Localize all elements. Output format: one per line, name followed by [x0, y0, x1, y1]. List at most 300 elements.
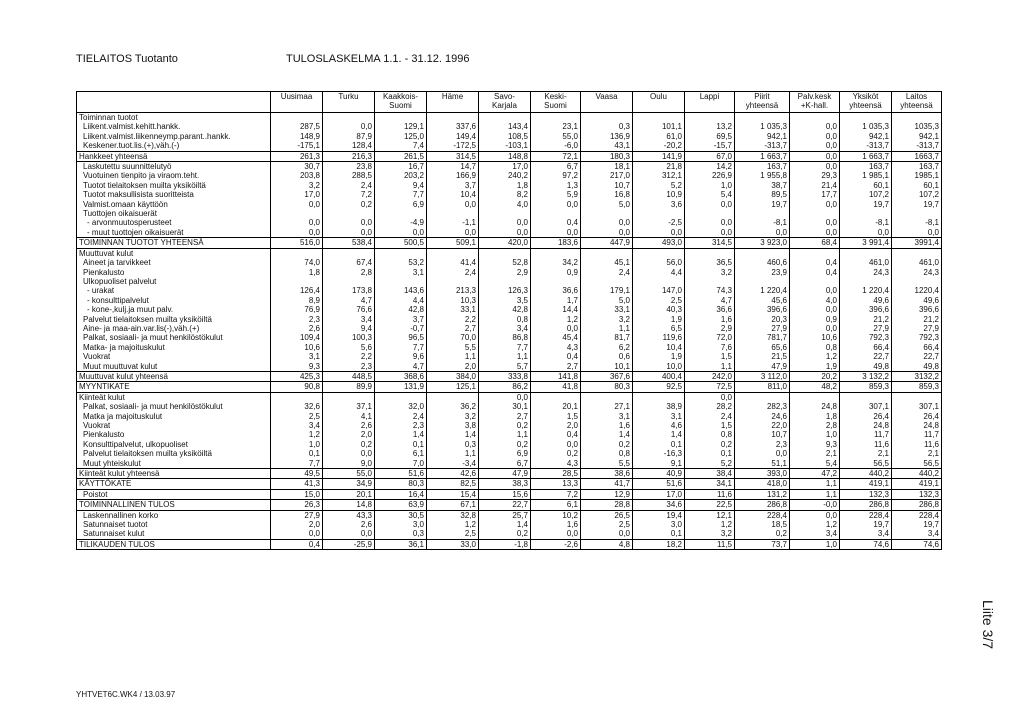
table-row — [77, 430, 942, 439]
cell-value: 287,5 — [271, 122, 323, 131]
row-label: Tuottojen oikaisuerät — [77, 209, 271, 218]
cell-value: 447,9 — [581, 238, 633, 248]
cell-value: -313,7 — [892, 141, 942, 151]
cell-value: 3991,4 — [892, 238, 942, 248]
cell-value: 2,4 — [427, 268, 479, 277]
cell-value: 126,4 — [271, 286, 323, 295]
row-label: TILIKAUDEN TULOS — [77, 539, 271, 549]
row-label: Satunnaiset tuotot — [77, 520, 271, 529]
cell-value: 22,0 — [735, 421, 790, 430]
cell-value: 65,6 — [735, 343, 790, 352]
cell-value: 0,2 — [479, 421, 531, 430]
cell-value: -8,1 — [840, 218, 892, 227]
cell-value: 3,0 — [633, 520, 685, 529]
cell-value: 3,4 — [790, 529, 840, 539]
cell-value: 2,3 — [271, 315, 323, 324]
cell-value: 28,2 — [685, 402, 735, 411]
table-row — [77, 296, 942, 305]
cell-value: 10,2 — [531, 510, 581, 520]
cell-value: 126,3 — [479, 286, 531, 295]
cell-value: 19,7 — [840, 200, 892, 209]
cell-value: 13,2 — [685, 122, 735, 131]
cell-value: 2,1 — [840, 449, 892, 458]
cell-value: 61,0 — [633, 132, 685, 141]
cell-value: 67,4 — [323, 258, 375, 267]
cell-value: 47,9 — [735, 362, 790, 372]
table-row — [77, 539, 942, 549]
cell-value — [581, 248, 633, 258]
table-row — [77, 382, 942, 392]
cell-value: 203,2 — [375, 171, 427, 180]
cell-value: 400,4 — [633, 371, 685, 381]
cell-value: 1 035,3 — [840, 122, 892, 131]
cell-value: 367,6 — [581, 371, 633, 381]
cell-value: 0,0 — [323, 122, 375, 131]
cell-value: 3,4 — [840, 529, 892, 539]
cell-value: 1,0 — [790, 539, 840, 549]
cell-value: 22,7 — [892, 352, 942, 361]
cell-value: 307,1 — [892, 402, 942, 411]
cell-value: 516,0 — [271, 238, 323, 248]
cell-value: 0,9 — [531, 268, 581, 277]
cell-value: 0,2 — [479, 529, 531, 539]
cell-value: 36,6 — [685, 305, 735, 314]
cell-value: 73,7 — [735, 539, 790, 549]
cell-value: 2,9 — [479, 268, 531, 277]
cell-value: 203,8 — [271, 171, 323, 180]
cell-value: 811,0 — [735, 382, 790, 392]
cell-value: 393,0 — [735, 469, 790, 479]
cell-value: 163,7 — [840, 162, 892, 172]
cell-value: 86,8 — [479, 333, 531, 342]
cell-value: 0,2 — [479, 440, 531, 449]
cell-value: 132,3 — [840, 489, 892, 499]
cell-value: 2,6 — [271, 324, 323, 333]
cell-value: 1 663,7 — [735, 151, 790, 161]
cell-value: 16,7 — [375, 162, 427, 172]
cell-value: 228,4 — [735, 510, 790, 520]
cell-value: 3,7 — [375, 315, 427, 324]
cell-value: 9,1 — [633, 459, 685, 469]
cell-value: 312,1 — [633, 171, 685, 180]
cell-value — [892, 113, 942, 123]
cell-value: 1,1 — [427, 449, 479, 458]
cell-value: 27,1 — [581, 402, 633, 411]
cell-value: 10,4 — [427, 190, 479, 199]
cell-value: 781,7 — [735, 333, 790, 342]
cell-value: 0,0 — [790, 132, 840, 141]
cell-value: 1,4 — [427, 430, 479, 439]
cell-value: 27,9 — [735, 324, 790, 333]
cell-value: -313,7 — [840, 141, 892, 151]
cell-value: 149,4 — [427, 132, 479, 141]
cell-value — [581, 209, 633, 218]
cell-value: 56,5 — [892, 459, 942, 469]
column-header: Vaasa — [581, 92, 633, 113]
cell-value: 2,7 — [427, 324, 479, 333]
table-row — [77, 343, 942, 352]
cell-value: 5,9 — [531, 190, 581, 199]
cell-value: 89,9 — [323, 382, 375, 392]
cell-value: 1,4 — [633, 430, 685, 439]
cell-value: 1,8 — [790, 412, 840, 421]
cell-value: 72,1 — [531, 151, 581, 161]
cell-value: 10,1 — [581, 362, 633, 372]
cell-value — [892, 392, 942, 402]
cell-value: 48,2 — [790, 382, 840, 392]
cell-value: 74,6 — [840, 539, 892, 549]
cell-value: 30,5 — [375, 510, 427, 520]
cell-value: 1985,1 — [892, 171, 942, 180]
cell-value: 10,0 — [633, 362, 685, 372]
cell-value — [375, 248, 427, 258]
cell-value: 0,0 — [685, 228, 735, 238]
column-header: Savo- Karjala — [479, 92, 531, 113]
cell-value: 24,8 — [790, 402, 840, 411]
table-row — [77, 151, 942, 161]
cell-value: 17,0 — [479, 162, 531, 172]
cell-value: 7,7 — [479, 343, 531, 352]
cell-value — [427, 248, 479, 258]
table-row — [77, 286, 942, 295]
cell-value: 55,0 — [531, 132, 581, 141]
table-row — [77, 412, 942, 421]
cell-value: 173,8 — [323, 286, 375, 295]
cell-value: 55,0 — [323, 469, 375, 479]
table-row — [77, 268, 942, 277]
file-reference: YHTVET6C.WK4 / 13.03.97 — [76, 690, 176, 699]
cell-value: 129,1 — [375, 122, 427, 131]
cell-value: 242,0 — [685, 371, 735, 381]
cell-value: 0,3 — [427, 440, 479, 449]
cell-value — [479, 277, 531, 286]
cell-value: 2,3 — [375, 421, 427, 430]
cell-value: 0,0 — [271, 200, 323, 209]
table-row — [77, 392, 942, 402]
cell-value: 30,1 — [479, 402, 531, 411]
cell-value: 0,4 — [790, 268, 840, 277]
cell-value: 14,8 — [323, 500, 375, 510]
cell-value: 143,6 — [375, 286, 427, 295]
cell-value: 2,1 — [892, 449, 942, 458]
cell-value: 2,3 — [323, 362, 375, 372]
cell-value: 261,5 — [375, 151, 427, 161]
row-label: Vuokrat — [77, 352, 271, 361]
cell-value: 213,3 — [427, 286, 479, 295]
cell-value: 0,0 — [685, 200, 735, 209]
cell-value: 2,4 — [323, 181, 375, 190]
cell-value — [427, 277, 479, 286]
cell-value: 17,0 — [633, 489, 685, 499]
table-row — [77, 181, 942, 190]
cell-value — [531, 392, 581, 402]
cell-value: 4,7 — [323, 296, 375, 305]
cell-value: 163,7 — [735, 162, 790, 172]
cell-value: 3,5 — [479, 296, 531, 305]
cell-value: 1,0 — [790, 430, 840, 439]
cell-value: 3,0 — [375, 520, 427, 529]
cell-value: 500,5 — [375, 238, 427, 248]
cell-value: 166,9 — [427, 171, 479, 180]
cell-value: 1,6 — [581, 421, 633, 430]
row-label: Satunnaiset kulut — [77, 529, 271, 539]
row-label: - kone-,kulj.ja muut palv. — [77, 305, 271, 314]
row-label: Aine- ja maa-ain.var.lis(-),väh.(+) — [77, 324, 271, 333]
cell-value — [840, 113, 892, 123]
cell-value: 4,0 — [790, 296, 840, 305]
cell-value: 3,2 — [685, 529, 735, 539]
cell-value: 3,2 — [427, 412, 479, 421]
cell-value — [323, 277, 375, 286]
cell-value: 0,0 — [271, 529, 323, 539]
cell-value: 493,0 — [633, 238, 685, 248]
cell-value: 1,2 — [271, 430, 323, 439]
cell-value — [427, 392, 479, 402]
table-row — [77, 162, 942, 172]
cell-value: 420,0 — [479, 238, 531, 248]
cell-value: 14,2 — [685, 162, 735, 172]
cell-value: 3,1 — [581, 412, 633, 421]
cell-value — [479, 248, 531, 258]
cell-value: 80,3 — [375, 479, 427, 489]
cell-value: 72,5 — [685, 382, 735, 392]
row-label: Pienkalusto — [77, 268, 271, 277]
cell-value — [790, 392, 840, 402]
cell-value: 1,1 — [790, 479, 840, 489]
cell-value: 0,0 — [271, 228, 323, 238]
cell-value: 0,0 — [685, 218, 735, 227]
cell-value: 3,1 — [375, 268, 427, 277]
cell-value: 32,6 — [271, 402, 323, 411]
cell-value: 216,3 — [323, 151, 375, 161]
table-row — [77, 421, 942, 430]
cell-value: -313,7 — [735, 141, 790, 151]
row-label: Laskennallinen korko — [77, 510, 271, 520]
report-title: TIELAITOS Tuotanto — [76, 53, 178, 65]
cell-value — [323, 113, 375, 123]
row-label: Muuttuvat kulut — [77, 248, 271, 258]
cell-value: 0,0 — [790, 122, 840, 131]
cell-value: 1,7 — [531, 296, 581, 305]
cell-value — [735, 248, 790, 258]
cell-value: 2,1 — [790, 449, 840, 458]
cell-value: 0,0 — [790, 218, 840, 227]
cell-value: 1663,7 — [892, 151, 942, 161]
cell-value: 47,2 — [790, 469, 840, 479]
cell-value — [633, 209, 685, 218]
row-label: Konsulttipalvelut, ulkopuoliset — [77, 440, 271, 449]
cell-value: 22,7 — [479, 500, 531, 510]
cell-value: -25,9 — [323, 539, 375, 549]
cell-value: 15,6 — [479, 489, 531, 499]
cell-value: 4,7 — [685, 296, 735, 305]
cell-value: 1,4 — [375, 430, 427, 439]
cell-value: 45,1 — [581, 258, 633, 267]
cell-value: 1,2 — [790, 520, 840, 529]
cell-value — [375, 277, 427, 286]
row-label: - urakat — [77, 286, 271, 295]
cell-value: 20,2 — [790, 371, 840, 381]
cell-value: 6,1 — [531, 500, 581, 510]
cell-value: 36,2 — [427, 402, 479, 411]
cell-value: 3 923,0 — [735, 238, 790, 248]
cell-value: 0,4 — [790, 258, 840, 267]
cell-value: 2,5 — [271, 412, 323, 421]
cell-value: 86,2 — [479, 382, 531, 392]
cell-value: -16,3 — [633, 449, 685, 458]
cell-value: 0,4 — [531, 352, 581, 361]
cell-value — [323, 248, 375, 258]
cell-value: -6,0 — [531, 141, 581, 151]
cell-value — [633, 277, 685, 286]
cell-value: 9,4 — [375, 181, 427, 190]
cell-value: 23,1 — [531, 122, 581, 131]
column-header: Yksiköt yhteensä — [840, 92, 892, 113]
cell-value: 81,7 — [581, 333, 633, 342]
cell-value: 448,5 — [323, 371, 375, 381]
cell-value: 4,6 — [633, 421, 685, 430]
row-label: Ulkopuoliset palvelut — [77, 277, 271, 286]
cell-value: 60,1 — [892, 181, 942, 190]
table-row — [77, 209, 942, 218]
cell-value: 0,4 — [531, 430, 581, 439]
cell-value — [375, 392, 427, 402]
column-header: Oulu — [633, 92, 685, 113]
cell-value: 2,0 — [271, 520, 323, 529]
cell-value: 10,7 — [735, 430, 790, 439]
cell-value: 859,3 — [892, 382, 942, 392]
column-header: Lappi — [685, 92, 735, 113]
cell-value: 2,3 — [735, 440, 790, 449]
cell-value: 17,0 — [271, 190, 323, 199]
cell-value: 24,3 — [840, 268, 892, 277]
table-row — [77, 171, 942, 180]
table-row — [77, 228, 942, 238]
cell-value: 19,7 — [892, 200, 942, 209]
cell-value: 2,7 — [479, 412, 531, 421]
cell-value: 97,2 — [531, 171, 581, 180]
table-header-row — [77, 92, 942, 113]
cell-value: 23,9 — [735, 268, 790, 277]
row-label: Valmist.omaan käyttöön — [77, 200, 271, 209]
cell-value: 0,0 — [790, 305, 840, 314]
cell-value: 21,2 — [840, 315, 892, 324]
cell-value: 1,5 — [685, 421, 735, 430]
cell-value: 63,9 — [375, 500, 427, 510]
cell-value — [271, 248, 323, 258]
cell-value: 0,0 — [790, 510, 840, 520]
cell-value: 1,3 — [531, 181, 581, 190]
cell-value: 1220,4 — [892, 286, 942, 295]
cell-value: 509,1 — [427, 238, 479, 248]
cell-value: 67,1 — [427, 500, 479, 510]
cell-value: 1 220,4 — [735, 286, 790, 295]
cell-value: 19,7 — [892, 520, 942, 529]
cell-value: -0,0 — [790, 500, 840, 510]
cell-value: 0,0 — [531, 440, 581, 449]
cell-value: 34,9 — [323, 479, 375, 489]
cell-value — [479, 209, 531, 218]
cell-value: 33,1 — [427, 305, 479, 314]
cell-value — [840, 392, 892, 402]
cell-value: 2,9 — [685, 324, 735, 333]
cell-value — [375, 209, 427, 218]
cell-value: 16,8 — [581, 190, 633, 199]
cell-value: 3,4 — [479, 324, 531, 333]
cell-value: 1,2 — [427, 520, 479, 529]
cell-value: 76,6 — [323, 305, 375, 314]
table-row — [77, 200, 942, 209]
cell-value: 51,6 — [375, 469, 427, 479]
cell-value: 4,1 — [323, 412, 375, 421]
cell-value: 36,1 — [375, 539, 427, 549]
cell-value: 1,2 — [531, 315, 581, 324]
cell-value: 26,4 — [840, 412, 892, 421]
cell-value: 0,0 — [790, 228, 840, 238]
cell-value: 286,8 — [840, 500, 892, 510]
cell-value: 10,9 — [633, 190, 685, 199]
cell-value: 21,8 — [633, 162, 685, 172]
cell-value: 33,0 — [427, 539, 479, 549]
row-label: TOIMINNALLINEN TULOS — [77, 500, 271, 510]
row-label: Vuotuinen tienpito ja viraom.teht. — [77, 171, 271, 180]
appendix-label: Liite 3/7 — [980, 600, 996, 650]
cell-value: 2,6 — [323, 520, 375, 529]
row-label: Palkat, sosiaali- ja muut henkilöstökulut — [77, 402, 271, 411]
cell-value: 6,9 — [375, 200, 427, 209]
cell-value: 53,2 — [375, 258, 427, 267]
cell-value: 11,6 — [840, 440, 892, 449]
cell-value: 108,5 — [479, 132, 531, 141]
cell-value: 1,1 — [479, 352, 531, 361]
cell-value — [685, 209, 735, 218]
cell-value: 43,3 — [323, 510, 375, 520]
cell-value: 19,4 — [633, 510, 685, 520]
cell-value: 12,1 — [685, 510, 735, 520]
cell-value: 0,0 — [323, 449, 375, 458]
cell-value: 20,3 — [735, 315, 790, 324]
cell-value: 396,6 — [892, 305, 942, 314]
cell-value: 42,8 — [375, 305, 427, 314]
cell-value: 228,4 — [892, 510, 942, 520]
cell-value: 10,6 — [790, 333, 840, 342]
cell-value: 45,6 — [735, 296, 790, 305]
column-header: Kaakkois- Suomi — [375, 92, 427, 113]
cell-value: 0,0 — [581, 228, 633, 238]
cell-value: 0,2 — [581, 440, 633, 449]
cell-value — [531, 113, 581, 123]
cell-value: 0,0 — [375, 228, 427, 238]
cell-value: 0,3 — [375, 529, 427, 539]
cell-value: 0,0 — [790, 162, 840, 172]
cell-value: 1,5 — [685, 352, 735, 361]
row-label: Aineet ja tarvikkeet — [77, 258, 271, 267]
cell-value: 2,4 — [581, 268, 633, 277]
cell-value: 136,9 — [581, 132, 633, 141]
cell-value: 7,2 — [531, 489, 581, 499]
table-row — [77, 449, 942, 458]
row-label: Poistot — [77, 489, 271, 499]
cell-value: 3,1 — [633, 412, 685, 421]
cell-value: 21,4 — [790, 181, 840, 190]
table-row — [77, 489, 942, 499]
cell-value — [531, 248, 581, 258]
cell-value: 27,9 — [271, 510, 323, 520]
cell-value — [790, 113, 840, 123]
cell-value: -1,1 — [427, 218, 479, 227]
cell-value: 74,0 — [271, 258, 323, 267]
cell-value: 792,3 — [892, 333, 942, 342]
